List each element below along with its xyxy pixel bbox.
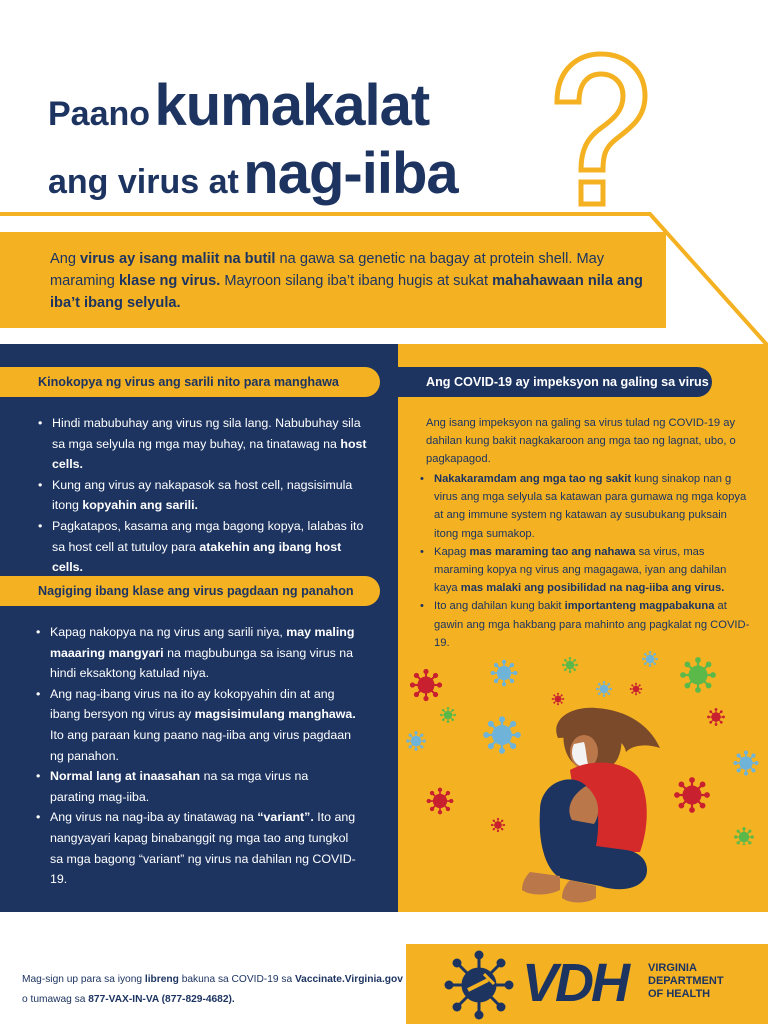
page-title-line-2 xyxy=(48,140,458,207)
vdh-logo-letters: VDH xyxy=(522,953,628,1013)
vdh-logo-name: VIRGINIA DEPARTMENT OF HEALTH xyxy=(648,962,724,1000)
section-heading-changes-over-time: Nagiging ibang klase ang virus pagdaan ng panahon xyxy=(0,576,380,606)
covid-infection-paragraph: Ang isang impeksyon na galing sa virus tulad ng COVID-19 ay dahilan kung bakit nagkakaroon ang mga tao ng lagnat, ubo, o pagkapagod. xyxy=(426,417,736,466)
changes-over-time-list xyxy=(36,622,356,890)
title-word-paano: Paano xyxy=(48,95,151,133)
list-item: • Hindi mabubuhay ang virus ng sila lang. Nabubuhay sila sa mga selyula ng mga may buhay, na tinatawag na host cells. xyxy=(38,413,368,475)
list-item: • Kung ang virus ay nakapasok sa host cell, nagsisimula itong kopyahin ang sarili. xyxy=(38,475,368,516)
virus-seal-icon xyxy=(444,950,514,1020)
list-item: • Kapag nakopya na ng virus ang sarili niya, may maling maaaring mangyari na magbubunga sa isang virus na hindi eksaktong katulad niya. xyxy=(36,622,356,684)
intro-text: Ang virus ay isang maliit na butil na gawa sa genetic na bagay at protein shell. May maraming klase ng virus. Mayroon silang iba’t ibang hugis at sukat mahahawaan nila ang iba’t ibang selyula. xyxy=(50,251,643,311)
copies-itself-list xyxy=(38,413,368,578)
section-heading-covid-infection: Ang COVID-19 ay impeksyon na galing sa virus xyxy=(398,367,712,397)
covid-infection-list xyxy=(420,470,750,652)
title-word-ang-virus-at: ang virus at xyxy=(48,163,239,201)
section-heading-copies-itself: Kinokopya ng virus ang sarili nito para manghawa xyxy=(0,367,380,397)
page-title-line-1 xyxy=(48,72,429,139)
title-word-nag-iiba: nag-iiba xyxy=(243,141,458,206)
title-word-kumakalat: kumakalat xyxy=(154,73,430,138)
list-item: • Pagkatapos, kasama ang mga bagong kopya, lalabas ito sa host cell at tutuloy para atakehin ang ibang host cells. xyxy=(38,516,368,578)
sitting-woman-illustration xyxy=(500,700,670,910)
list-item: • Ito ang dahilan kung bakit importanteng magpabakuna at gawin ang mga hakbang para mahinto ang pagkalat ng COVID-19. xyxy=(420,597,750,652)
list-item: • Normal lang at inaasahan na sa mga virus na parating mag-iiba. xyxy=(36,766,356,807)
list-item: • Nakakaramdam ang mga tao ng sakit kung sinakop nan g virus ang mga selyula sa katawan para gumawa ng mga kopya at ang immune system ng katawan ay susubukang puksain itong mga sumakop. xyxy=(420,470,750,543)
footer-signup-text: Mag-sign up para sa iyong libreng bakuna sa COVID-19 sa Vaccinate.Virginia.gov o tumawag sa 877-VAX-IN-VA (877-829-4682). xyxy=(22,974,403,1005)
list-item: • Kapag mas maraming tao ang nahawa sa virus, mas maraming kopya ng virus ang magagawa, iyan ang dahilan kaya mas malaki ang posibilidad na nag-iiba ang virus. xyxy=(420,543,750,598)
list-item: • Ang nag-ibang virus na ito ay kokopyahin din at ang ibang bersyon ng virus ay magsisimulang manghawa. Ito ang paraan kung paano nag-iiba ang virus pagdaan ng panahon. xyxy=(36,684,356,766)
list-item: • Ang virus na nag-iba ay tinatawag na “variant”. Ito ang nangyayari kapag binabanggit ng mga tao ang tungkol sa mga bagong “variant” ng virus na dahilan ng COVID-19. xyxy=(36,807,356,889)
